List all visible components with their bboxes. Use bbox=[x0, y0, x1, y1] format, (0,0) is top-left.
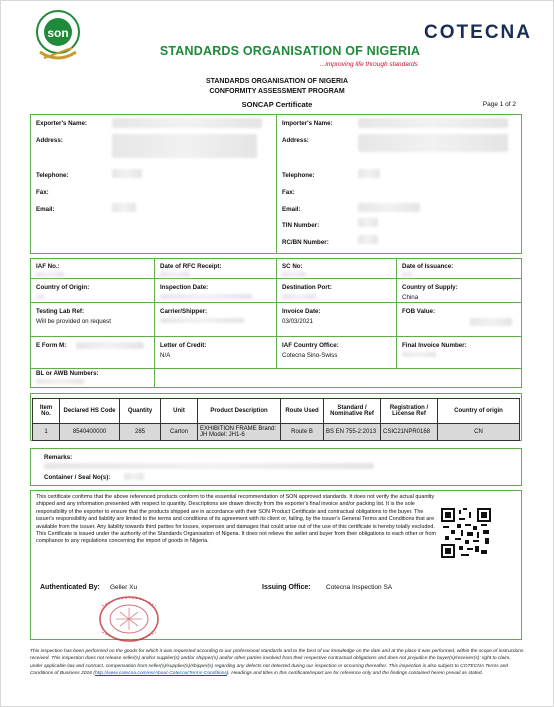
page-number: Page 1 of 2 bbox=[482, 101, 516, 108]
heading-certificate: SONCAP Certificate bbox=[241, 100, 313, 109]
iaf-no-label: IAF No.: bbox=[36, 263, 60, 270]
remarks-label: Remarks: bbox=[44, 454, 73, 461]
invoice-date-value: 03/03/2021 bbox=[282, 318, 313, 325]
importer-address-label: Address: bbox=[282, 137, 309, 144]
date-issuance-label: Date of Issuance: bbox=[402, 263, 454, 270]
col-hs-code: Declared HS Code bbox=[60, 399, 120, 424]
footer-text-after: ). Headings and titles in this certificate/report are for reference only and the findings contained herein prevail as stated. bbox=[226, 671, 484, 677]
col-quantity: Quantity bbox=[120, 399, 161, 424]
carrier-label: Carrier/Shipper: bbox=[160, 308, 208, 315]
table-row bbox=[33, 424, 520, 441]
exporter-name-label: Exporter's Name: bbox=[36, 120, 87, 127]
tagline: ...improving life through standards bbox=[320, 61, 418, 68]
statement-text bbox=[36, 494, 436, 546]
cell-standard: BS EN 755-2:2013 bbox=[324, 424, 381, 441]
date-rfc-label: Date of RFC Receipt: bbox=[160, 263, 222, 270]
iaf-office-value: Cotecna Sino-Swiss bbox=[282, 352, 338, 359]
country-origin-label: Country of Origin: bbox=[36, 284, 90, 291]
invoice-date-label: Invoice Date: bbox=[282, 308, 321, 315]
container-label: Container / Seal No(s): bbox=[44, 474, 111, 481]
country-supply-value: China bbox=[402, 294, 419, 301]
col-description: Product Description bbox=[198, 399, 281, 424]
footer-text-before: This inspection has been performed on the goods for which it was requested according to our professional standards and to the best of our knowledge on the date and at the place it was performed, within the scope of instructions received. This inspection does not release seller(s) and/or supplier(s) and/or shipper(s) and/or other parties involved from their respective contractual obligations and does not prejudice the buyer(s)/receiver(s)' right to claim, under applicable law and contract, compensation from seller(s)/supplier(s)/shipper(s) regarding any defects not detected during our inspection or occurring thereafter. This inspection is also subject to COTECNA Terms and Conditions of Business 2016 ( bbox=[30, 649, 524, 677]
importer-email-label: Email: bbox=[282, 206, 301, 213]
cell-hs-code: 8540400000 bbox=[60, 424, 120, 441]
cotecna-wordmark: COTECNA bbox=[424, 22, 532, 43]
items-header-row bbox=[33, 399, 520, 424]
testing-lab-value: Will be provided on request bbox=[36, 318, 111, 325]
exporter-address-label: Address: bbox=[36, 137, 63, 144]
inspection-date-label: Inspection Date: bbox=[160, 284, 209, 291]
son-logo-icon bbox=[34, 8, 82, 68]
cell-quantity: 285 bbox=[120, 424, 161, 441]
importer-fax-label: Fax: bbox=[282, 189, 295, 196]
col-item-no: Item No. bbox=[33, 399, 60, 424]
col-registration: Registration / License Ref bbox=[381, 399, 438, 424]
cell-description: EXHIBITION FRAME Brand: JH Model: JH1-6 bbox=[198, 424, 281, 441]
son-logo-text: son bbox=[47, 26, 69, 40]
importer-rcbn-label: RC/BN Number: bbox=[282, 239, 329, 246]
importer-telephone-label: Telephone: bbox=[282, 172, 315, 179]
heading-line1: STANDARDS ORGANISATION OF NIGERIA bbox=[205, 78, 349, 85]
statement-paragraph-2: This Certificate is issued under the authority of the Standards Organisation of Nigeria. It does not relieve the seller and buyer from their obligations to each other or from compliance to any regulations concerning the import of goods in Nigeria. bbox=[36, 531, 437, 545]
authenticated-value: Geller Xu bbox=[110, 584, 138, 591]
cell-item-no: 1 bbox=[33, 424, 60, 441]
statement-paragraph-1: This certificate confirms that the above referenced products conform to the essential recommendation of SON approved standards. It does not verify the actual quantity shipped and any information presented with respect to quantity. Descriptions are drawn directly from the exporter's final invoice and/or packing list. It is the sole responsibility of the exporter to ensure that the products shipped are in accordance with their SON Product Certificate and contractual obligations to the buyer. The issuer's responsibility and liability are limited to the terms and conditions of its agreement with its client or, failing, by the issuer's General Terms and Conditions that are available from the issuer. Any liability towards third parties for losses, expenses and damages that could arise out of the use of this certificate is hereby totally excluded. bbox=[36, 494, 435, 530]
country-supply-label: Country of Supply: bbox=[402, 284, 458, 291]
exporter-fax-label: Fax: bbox=[36, 189, 49, 196]
testing-lab-label: Testing Lab Ref: bbox=[36, 308, 85, 315]
loc-value: N/A bbox=[160, 352, 171, 359]
authenticated-label: Authenticated By: bbox=[40, 584, 100, 591]
cell-registration: CSIC21NPR0168 bbox=[381, 424, 438, 441]
col-unit: Unit bbox=[161, 399, 198, 424]
exporter-telephone-label: Telephone: bbox=[36, 172, 69, 179]
cell-country-origin: CN bbox=[438, 424, 520, 441]
cell-unit: Carton bbox=[161, 424, 198, 441]
issuing-office-value: Cotecna Inspection SA bbox=[326, 584, 393, 591]
eform-label: E Form M: bbox=[36, 342, 67, 349]
issuing-office-label: Issuing Office: bbox=[262, 584, 311, 591]
sc-no-label: SC No: bbox=[282, 263, 303, 270]
final-invoice-label: Final Invoice Number: bbox=[402, 342, 467, 349]
loc-label: Letter of Credit: bbox=[160, 342, 207, 349]
cell-route: Route B bbox=[281, 424, 324, 441]
official-stamp-icon bbox=[98, 594, 160, 644]
exporter-email-label: Email: bbox=[36, 206, 55, 213]
destination-port-label: Destination Port: bbox=[282, 284, 332, 291]
footer-disclaimer bbox=[30, 648, 524, 678]
col-country-origin: Country of origin bbox=[438, 399, 520, 424]
org-title: STANDARDS ORGANISATION OF NIGERIA bbox=[159, 44, 421, 58]
col-route: Route Used bbox=[281, 399, 324, 424]
fob-label: FOB Value: bbox=[402, 308, 436, 315]
col-standard: Standard / Nominative Ref bbox=[324, 399, 381, 424]
bl-label: BL or AWB Numbers: bbox=[36, 370, 99, 377]
items-table bbox=[32, 398, 520, 441]
cotecna-logo bbox=[424, 22, 532, 44]
iaf-office-label: IAF Country Office: bbox=[282, 342, 339, 349]
heading-line2: CONFORMITY ASSESSMENT PROGRAM bbox=[209, 88, 345, 95]
importer-tin-label: TIN Number: bbox=[282, 222, 320, 229]
importer-name-label: Importer's Name: bbox=[282, 120, 333, 127]
terms-link[interactable]: http://www.cotecna.com/en/About-Cotecna/Terms-Conditions bbox=[94, 671, 227, 677]
qr-code-icon bbox=[441, 508, 491, 558]
